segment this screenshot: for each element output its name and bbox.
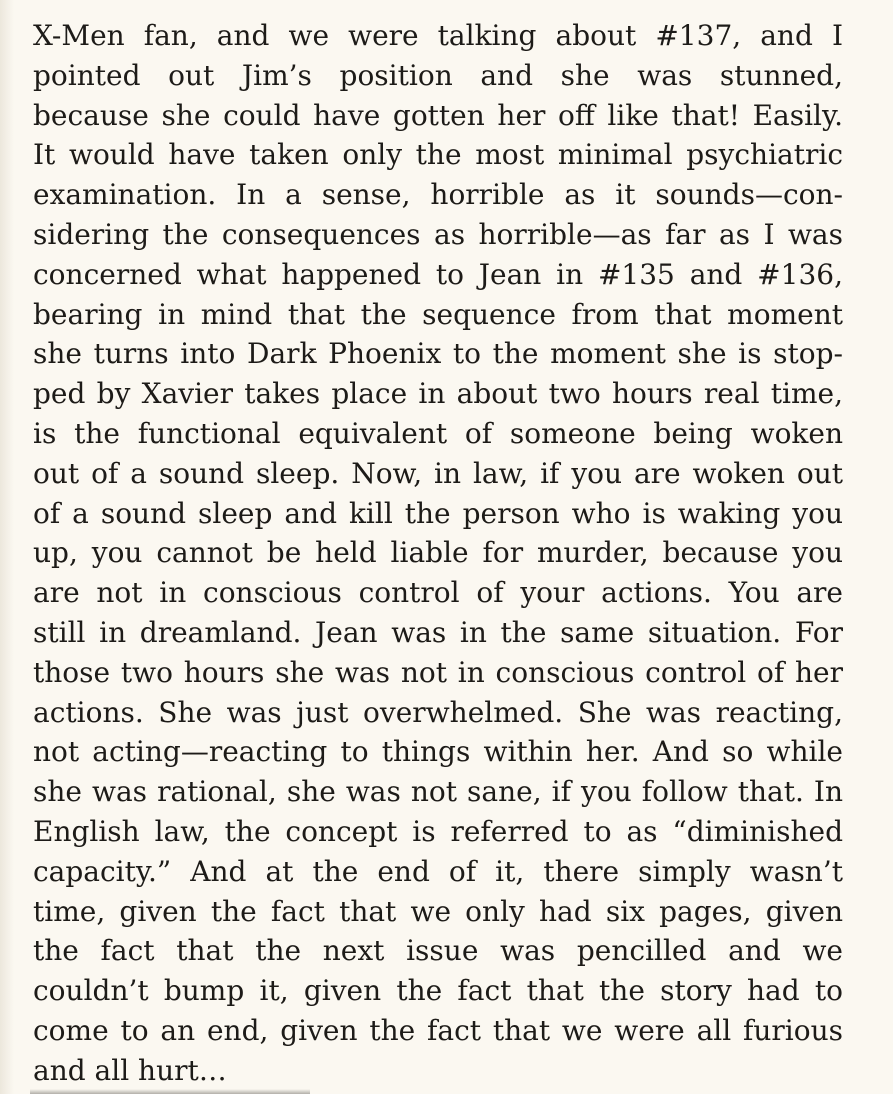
body-paragraph [33, 16, 843, 1091]
text-line: X-Men fan, and we were talking about #137, and I [33, 19, 843, 52]
text-line: up, you cannot be held liable for murder, because you [33, 536, 843, 570]
cropped-next-line [30, 1089, 310, 1094]
text-line: English law, the concept is referred to as “diminished [33, 814, 843, 848]
text-line: capacity.” And at the end of it, there simply wasn’t [33, 854, 843, 888]
text-line: is the functional equivalent of someone being woken [33, 416, 843, 450]
text-line: not acting—reacting to things within her. And so while [33, 735, 843, 769]
text-line: bearing in mind that the sequence from that moment [33, 297, 843, 331]
text-line: out of a sound sleep. Now, in law, if you are woken out [33, 456, 843, 490]
text-line: actions. She was just overwhelmed. She was reacting, [33, 695, 843, 729]
text-line: time, given the fact that we only had six pages, given [33, 894, 843, 928]
text-line: ped by Xavier takes place in about two hours real time, [33, 377, 843, 411]
text-line: It would have taken only the most minimal psychiatric [33, 138, 843, 172]
text-line: because she could have gotten her off like that! Easily. [33, 98, 843, 132]
text-line: those two hours she was not in conscious control of her [33, 655, 843, 689]
text-line: sidering the consequences as horrible—as far as I was [33, 217, 843, 251]
text-line: she was rational, she was not sane, if you follow that. In [33, 775, 843, 809]
text-line: couldn’t bump it, given the fact that the story had to [33, 974, 843, 1008]
text-line-last: and all hurt… [33, 1053, 227, 1087]
text-line: still in dreamland. Jean was in the same situation. For [33, 615, 843, 649]
text-line: pointed out Jim’s position and she was stunned, [33, 58, 843, 92]
text-line: concerned what happened to Jean in #135 and #136, [33, 257, 843, 291]
text-line: the fact that the next issue was pencilled and we [33, 934, 843, 968]
page-spine-shadow [0, 0, 14, 1094]
text-line: examination. In a sense, horrible as it sounds—con- [33, 178, 843, 212]
text-line: come to an end, given the fact that we were all furious [33, 1013, 843, 1047]
text-line: of a sound sleep and kill the person who is waking you [33, 496, 843, 530]
text-line: she turns into Dark Phoenix to the moment she is stop- [33, 337, 843, 371]
text-line: are not in conscious control of your actions. You are [33, 576, 843, 610]
